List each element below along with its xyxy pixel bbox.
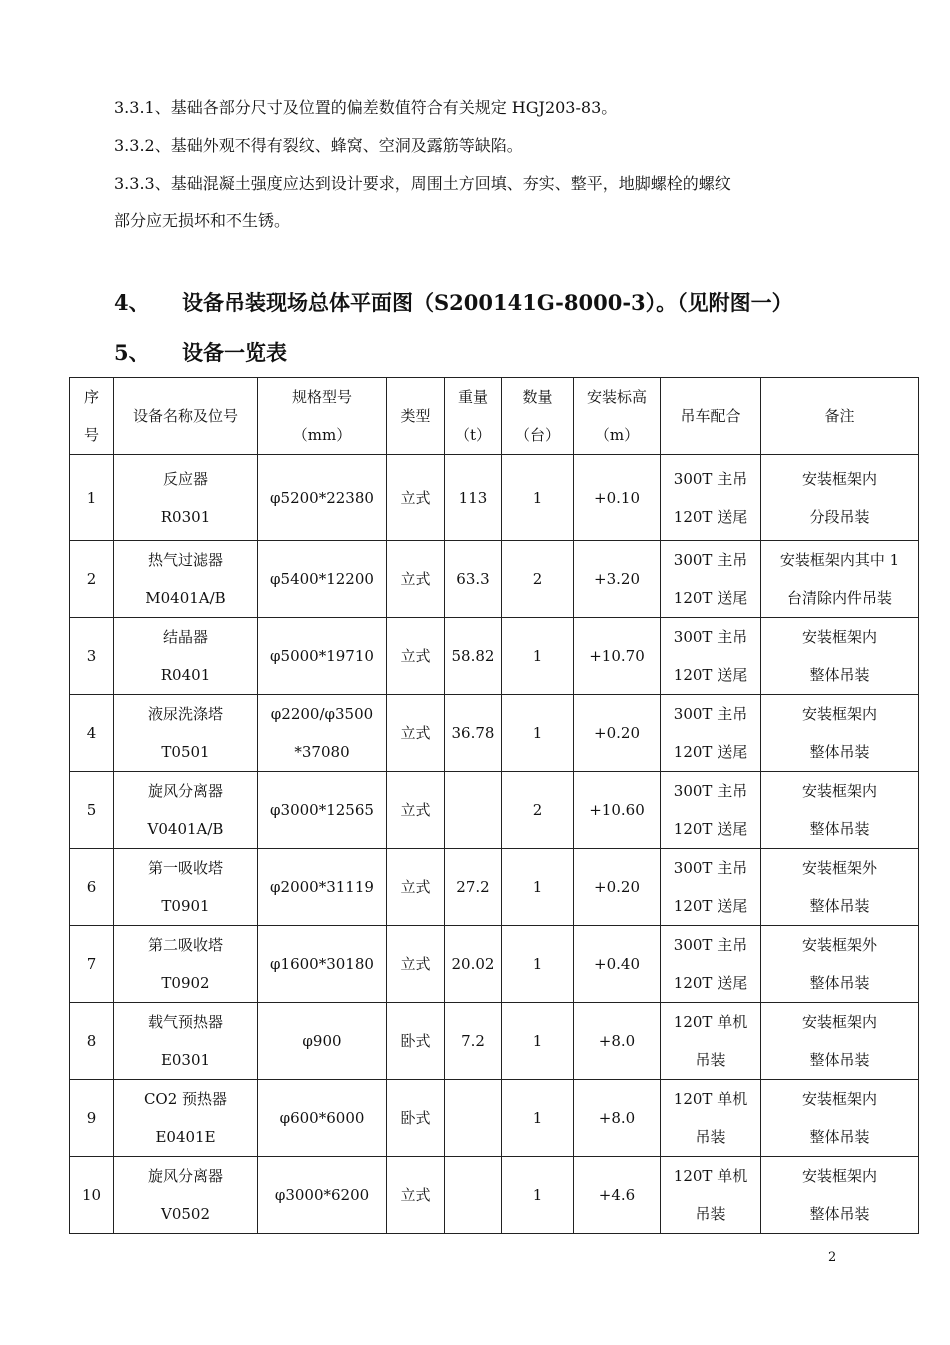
- table-row: [70, 618, 919, 695]
- cell-note: [761, 1003, 919, 1080]
- cell-qty: 1: [502, 695, 574, 772]
- cell-line: M0401A/B: [145, 589, 226, 607]
- cell-line: φ600*6000: [279, 1109, 365, 1127]
- cell-note: [761, 695, 919, 772]
- paragraph-3-3-3-continued: 部分应无损坏和不生锈。: [114, 211, 291, 230]
- section-number: 5、: [114, 340, 150, 365]
- cell-elevation: +0.40: [574, 926, 661, 1003]
- cell-crane: [661, 849, 761, 926]
- section-heading-4: [114, 290, 793, 316]
- cell-crane: [661, 926, 761, 1003]
- paragraph-3-3-2: 3.3.2、基础外观不得有裂纹、蜂窝、空洞及露筋等缺陷。: [114, 136, 523, 155]
- cell-qty: 1: [502, 1003, 574, 1080]
- cell-line: 300T 主吊: [673, 782, 748, 800]
- cell-line: 120T 单机: [673, 1013, 748, 1031]
- cell-qty: 1: [502, 1080, 574, 1157]
- header-no: [70, 378, 114, 455]
- cell-line: R0401: [160, 666, 211, 684]
- cell-line: 分段吊装: [809, 507, 870, 526]
- cell-line: 120T 送尾: [673, 666, 748, 684]
- cell-weight: 27.2: [445, 849, 502, 926]
- cell-line: 300T 主吊: [673, 551, 748, 569]
- cell-line: 整体吊装: [809, 897, 870, 915]
- paragraph-3-3-3: 3.3.3、基础混凝土强度应达到设计要求，周围土方回填、夯实、整平，地脚螺栓的螺纹: [114, 174, 731, 193]
- cell-spec: [258, 926, 387, 1003]
- cell-line: 第一吸收塔: [147, 859, 223, 877]
- cell-no: 7: [70, 926, 114, 1003]
- header-spec: [258, 378, 387, 455]
- cell-crane: [661, 618, 761, 695]
- cell-line: （t）: [454, 426, 492, 444]
- cell-no: 3: [70, 618, 114, 695]
- cell-line: φ1600*30180: [270, 955, 374, 973]
- cell-spec: [258, 849, 387, 926]
- cell-note: [761, 849, 919, 926]
- cell-line: 安装框架内: [801, 705, 877, 723]
- cell-line: T0902: [161, 974, 210, 992]
- cell-line: 120T 单机: [673, 1167, 748, 1185]
- table-row: [70, 1157, 919, 1234]
- cell-spec: [258, 1157, 387, 1234]
- cell-no: 4: [70, 695, 114, 772]
- table-row: [70, 1080, 919, 1157]
- cell-note: [761, 1157, 919, 1234]
- header-name: [114, 378, 258, 455]
- cell-line: φ2200/φ3500: [270, 705, 374, 723]
- cell-crane: [661, 695, 761, 772]
- cell-weight: [445, 772, 502, 849]
- cell-line: φ5200*22380: [270, 488, 374, 507]
- equipment-table-body: [70, 455, 919, 1234]
- cell-line: E0301: [160, 1051, 211, 1069]
- cell-note: [761, 772, 919, 849]
- paragraph-3-3-1: 3.3.1、基础各部分尺寸及位置的偏差数值符合有关规定 HGJ203-83。: [114, 98, 618, 117]
- cell-note: [761, 926, 919, 1003]
- page-number: 2: [828, 1250, 837, 1265]
- cell-no: 8: [70, 1003, 114, 1080]
- cell-name: [114, 1003, 258, 1080]
- cell-qty: 2: [502, 541, 574, 618]
- header-crane: [661, 378, 761, 455]
- cell-line: 整体吊装: [809, 1205, 870, 1223]
- cell-name: [114, 455, 258, 541]
- cell-line: 安装框架内: [801, 1167, 877, 1185]
- cell-crane: [661, 1080, 761, 1157]
- cell-line: CO2 预热器: [143, 1090, 228, 1108]
- table-row: [70, 849, 919, 926]
- cell-name: [114, 1157, 258, 1234]
- cell-name: [114, 695, 258, 772]
- cell-crane: [661, 541, 761, 618]
- cell-crane: [661, 1003, 761, 1080]
- header-type: [387, 378, 445, 455]
- cell-line: （台）: [514, 426, 560, 444]
- section-number: 4、: [114, 290, 150, 315]
- cell-type: 卧式: [387, 1003, 445, 1080]
- cell-qty: 1: [502, 455, 574, 541]
- header-weight: [445, 378, 502, 455]
- cell-line: 安装框架内其中 1: [779, 551, 900, 569]
- cell-line: 重量: [457, 388, 488, 406]
- table-row: [70, 695, 919, 772]
- header-note: [761, 378, 919, 455]
- cell-elevation: +0.20: [574, 695, 661, 772]
- cell-type: 立式: [387, 1157, 445, 1234]
- cell-name: [114, 541, 258, 618]
- cell-no: 1: [70, 455, 114, 541]
- cell-line: 安装框架内: [801, 1013, 877, 1031]
- cell-line: 反应器: [162, 469, 208, 488]
- header-qty: [502, 378, 574, 455]
- cell-type: 立式: [387, 695, 445, 772]
- cell-weight: [445, 1157, 502, 1234]
- cell-line: 安装框架内: [801, 1090, 877, 1108]
- cell-line: 安装框架内: [801, 628, 877, 646]
- cell-type: 立式: [387, 541, 445, 618]
- cell-note: [761, 541, 919, 618]
- cell-type: 立式: [387, 772, 445, 849]
- cell-type: 立式: [387, 926, 445, 1003]
- cell-spec: [258, 695, 387, 772]
- cell-line: 吊装: [695, 1205, 726, 1223]
- cell-no: 6: [70, 849, 114, 926]
- cell-line: 规格型号: [291, 388, 352, 406]
- section-heading-5: [114, 340, 287, 366]
- table-row: [70, 541, 919, 618]
- cell-line: 台清除内件吊装: [786, 589, 892, 607]
- cell-line: 第二吸收塔: [147, 936, 223, 954]
- cell-line: 120T 送尾: [673, 743, 748, 761]
- cell-elevation: +3.20: [574, 541, 661, 618]
- cell-line: （mm）: [292, 426, 352, 444]
- cell-line: 120T 送尾: [673, 507, 748, 526]
- cell-no: 2: [70, 541, 114, 618]
- cell-line: E0401E: [155, 1128, 216, 1146]
- cell-line: 备注: [824, 407, 855, 425]
- cell-elevation: +8.0: [574, 1003, 661, 1080]
- cell-name: [114, 1080, 258, 1157]
- cell-qty: 1: [502, 926, 574, 1003]
- cell-weight: 63.3: [445, 541, 502, 618]
- cell-no: 9: [70, 1080, 114, 1157]
- cell-line: 120T 送尾: [673, 974, 748, 992]
- cell-line: 300T 主吊: [673, 936, 748, 954]
- cell-elevation: +10.70: [574, 618, 661, 695]
- cell-no: 5: [70, 772, 114, 849]
- cell-type: 立式: [387, 849, 445, 926]
- cell-qty: 2: [502, 772, 574, 849]
- cell-note: [761, 618, 919, 695]
- cell-line: 120T 单机: [673, 1090, 748, 1108]
- cell-line: 整体吊装: [809, 743, 870, 761]
- cell-line: 吊装: [695, 1051, 726, 1069]
- cell-line: 吊装: [695, 1128, 726, 1146]
- cell-spec: [258, 772, 387, 849]
- cell-name: [114, 849, 258, 926]
- cell-line: 整体吊装: [809, 1128, 870, 1146]
- cell-line: 整体吊装: [809, 1051, 870, 1069]
- cell-elevation: +10.60: [574, 772, 661, 849]
- cell-line: 类型: [400, 407, 431, 425]
- cell-weight: 7.2: [445, 1003, 502, 1080]
- cell-line: φ3000*6200: [274, 1186, 370, 1204]
- cell-line: 整体吊装: [809, 820, 870, 838]
- cell-line: 整体吊装: [809, 666, 870, 684]
- cell-elevation: +0.10: [574, 455, 661, 541]
- cell-type: 卧式: [387, 1080, 445, 1157]
- cell-elevation: +8.0: [574, 1080, 661, 1157]
- cell-qty: 1: [502, 1157, 574, 1234]
- cell-line: 安装框架外: [801, 859, 877, 877]
- table-row: [70, 1003, 919, 1080]
- cell-line: φ5000*19710: [270, 647, 374, 665]
- cell-line: 120T 送尾: [673, 589, 748, 607]
- cell-line: 旋风分离器: [147, 1167, 223, 1185]
- cell-qty: 1: [502, 849, 574, 926]
- cell-line: 结晶器: [162, 628, 208, 646]
- cell-elevation: +4.6: [574, 1157, 661, 1234]
- cell-line: V0502: [160, 1205, 210, 1223]
- cell-weight: 36.78: [445, 695, 502, 772]
- section-title: 设备吊装现场总体平面图（S200141G-8000-3）。（见附图一）: [182, 290, 793, 315]
- cell-line: 整体吊装: [809, 974, 870, 992]
- cell-line: T0501: [161, 743, 210, 761]
- cell-elevation: +0.20: [574, 849, 661, 926]
- cell-line: 载气预热器: [147, 1013, 223, 1031]
- section-title: 设备一览表: [182, 340, 287, 365]
- cell-line: V0401A/B: [147, 820, 224, 838]
- cell-line: 设备名称及位号: [132, 407, 238, 425]
- cell-line: 液尿洗涤塔: [147, 705, 223, 723]
- cell-line: 序: [83, 388, 99, 406]
- cell-crane: [661, 1157, 761, 1234]
- cell-no: 10: [70, 1157, 114, 1234]
- cell-line: 300T 主吊: [673, 705, 748, 723]
- cell-line: 数量: [522, 388, 553, 406]
- cell-note: [761, 1080, 919, 1157]
- cell-spec: [258, 1080, 387, 1157]
- cell-line: 旋风分离器: [147, 782, 223, 800]
- cell-spec: [258, 455, 387, 541]
- table-row: [70, 772, 919, 849]
- cell-name: [114, 772, 258, 849]
- header-elevation: [574, 378, 661, 455]
- cell-crane: [661, 772, 761, 849]
- table-row: [70, 926, 919, 1003]
- cell-line: R0301: [160, 507, 211, 526]
- cell-spec: [258, 618, 387, 695]
- cell-note: [761, 455, 919, 541]
- cell-line: 热气过滤器: [147, 551, 223, 569]
- cell-weight: [445, 1080, 502, 1157]
- equipment-table-header: [70, 378, 919, 455]
- cell-line: 安装框架外: [801, 936, 877, 954]
- cell-type: 立式: [387, 618, 445, 695]
- cell-spec: [258, 1003, 387, 1080]
- cell-line: φ2000*31119: [270, 878, 374, 896]
- cell-spec: [258, 541, 387, 618]
- cell-line: 安装标高: [586, 388, 647, 406]
- cell-line: 安装框架内: [801, 469, 877, 488]
- cell-weight: 113: [445, 455, 502, 541]
- equipment-table: [69, 377, 919, 1234]
- cell-line: φ900: [302, 1032, 342, 1050]
- cell-type: 立式: [387, 455, 445, 541]
- cell-line: 号: [83, 426, 99, 444]
- table-row: [70, 455, 919, 541]
- cell-crane: [661, 455, 761, 541]
- cell-line: T0901: [161, 897, 210, 915]
- cell-line: 300T 主吊: [673, 628, 748, 646]
- cell-name: [114, 926, 258, 1003]
- cell-weight: 20.02: [445, 926, 502, 1003]
- cell-name: [114, 618, 258, 695]
- cell-line: 300T 主吊: [673, 859, 748, 877]
- cell-line: φ5400*12200: [270, 570, 374, 588]
- cell-line: φ3000*12565: [270, 801, 374, 819]
- cell-line: 120T 送尾: [673, 820, 748, 838]
- cell-line: 吊车配合: [680, 407, 741, 425]
- cell-line: 300T 主吊: [673, 469, 748, 488]
- header-row: [70, 378, 919, 455]
- cell-line: 安装框架内: [801, 782, 877, 800]
- cell-line: （m）: [594, 426, 640, 444]
- cell-weight: 58.82: [445, 618, 502, 695]
- cell-qty: 1: [502, 618, 574, 695]
- cell-line: *37080: [294, 743, 350, 761]
- cell-line: 120T 送尾: [673, 897, 748, 915]
